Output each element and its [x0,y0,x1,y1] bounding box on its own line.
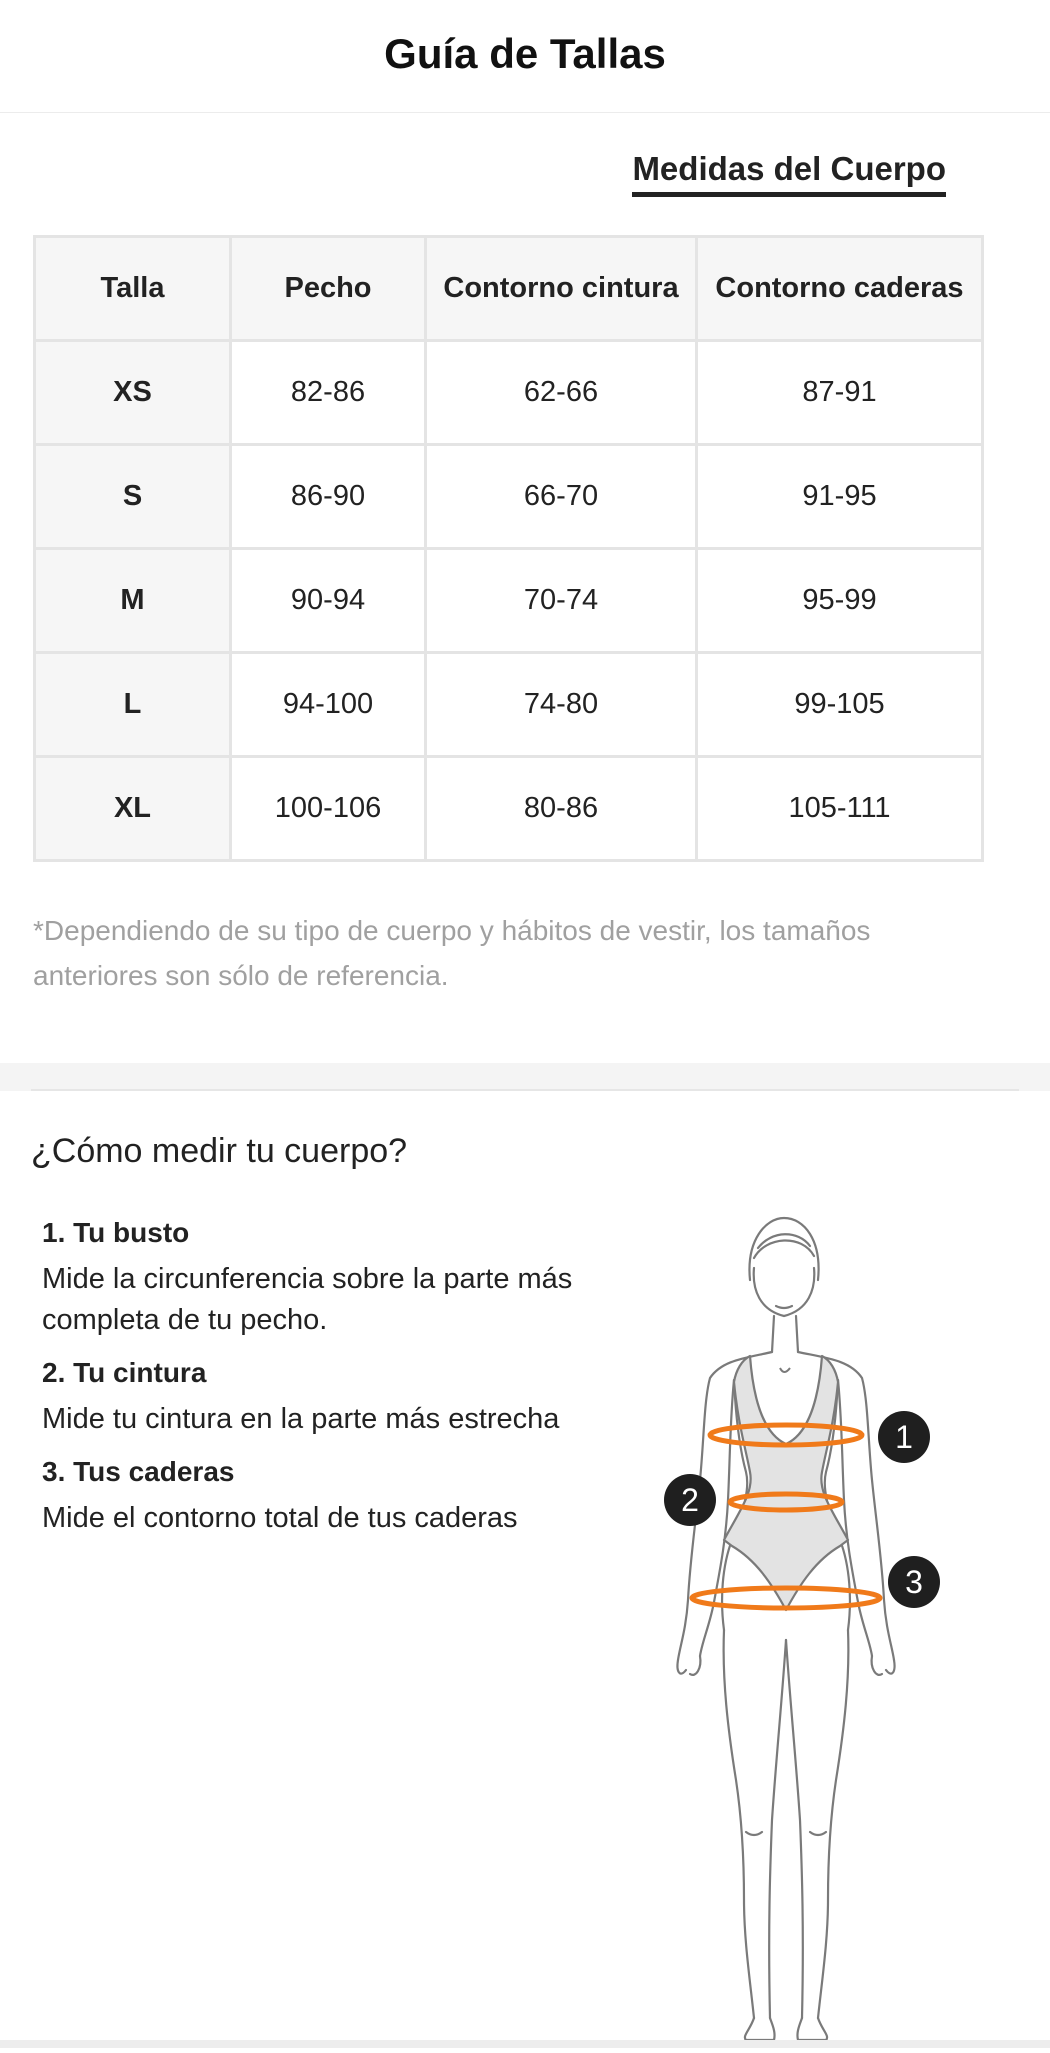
page-title: Guía de Tallas [384,30,666,77]
svg-text:2: 2 [681,1482,699,1518]
svg-text:3: 3 [905,1564,923,1600]
size-cell: XS [35,341,231,445]
size-cell: XL [35,757,231,861]
chest-cell: 90-94 [231,549,426,653]
marker-2 [664,1474,716,1526]
hips-cell: 99-105 [697,653,983,757]
hips-cell: 87-91 [697,341,983,445]
table-row [35,653,983,757]
step-description: Mide el contorno total de tus caderas [42,1502,518,1534]
chest-cell: 82-86 [231,341,426,445]
step-hips [42,1454,602,1539]
divider [31,1089,1019,1091]
column-header-size: Talla [35,237,231,341]
reference-note: *Dependiendo de su tipo de cuerpo y hábitos de vestir, los tamaños anteriores son sólo de referencia. [33,915,871,991]
size-cell: L [35,653,231,757]
hips-cell: 95-99 [697,549,983,653]
how-to-measure-title: ¿Cómo medir tu cuerpo? [31,1132,408,1170]
section-separator [0,1063,1050,1091]
waist-cell: 66-70 [426,445,697,549]
tab-body-measurements[interactable]: Medidas del Cuerpo [632,150,946,197]
measure-steps [42,1215,602,1553]
header [0,0,1050,113]
bottom-bar [0,2040,1050,2048]
waist-cell: 70-74 [426,549,697,653]
table-row [35,757,983,861]
waist-cell: 74-80 [426,653,697,757]
table-row [35,341,983,445]
marker-1 [878,1411,930,1463]
size-table [33,235,984,862]
column-header-hips: Contorno caderas [697,237,983,341]
hips-cell: 91-95 [697,445,983,549]
table-row [35,549,983,653]
body-figure-illustration [650,1210,950,2048]
step-waist [42,1355,602,1440]
chest-cell: 86-90 [231,445,426,549]
step-description: Mide la circunferencia sobre la parte más completa de tu pecho. [42,1263,573,1336]
step-title: 1. Tu busto [42,1217,190,1248]
column-header-chest: Pecho [231,237,426,341]
svg-text:1: 1 [895,1419,913,1455]
size-cell: M [35,549,231,653]
chest-cell: 94-100 [231,653,426,757]
size-cell: S [35,445,231,549]
step-title: 2. Tu cintura [42,1357,207,1388]
column-header-waist: Contorno cintura [426,237,697,341]
waist-cell: 80-86 [426,757,697,861]
chest-cell: 100-106 [231,757,426,861]
marker-3 [888,1556,940,1608]
body-figure-icon [650,1210,950,2048]
step-title: 3. Tus caderas [42,1456,235,1487]
hips-cell: 105-111 [697,757,983,861]
step-description: Mide tu cintura en la parte más estrecha [42,1403,560,1435]
table-header-row [35,237,983,341]
step-bust [42,1215,602,1341]
table-row [35,445,983,549]
waist-cell: 62-66 [426,341,697,445]
